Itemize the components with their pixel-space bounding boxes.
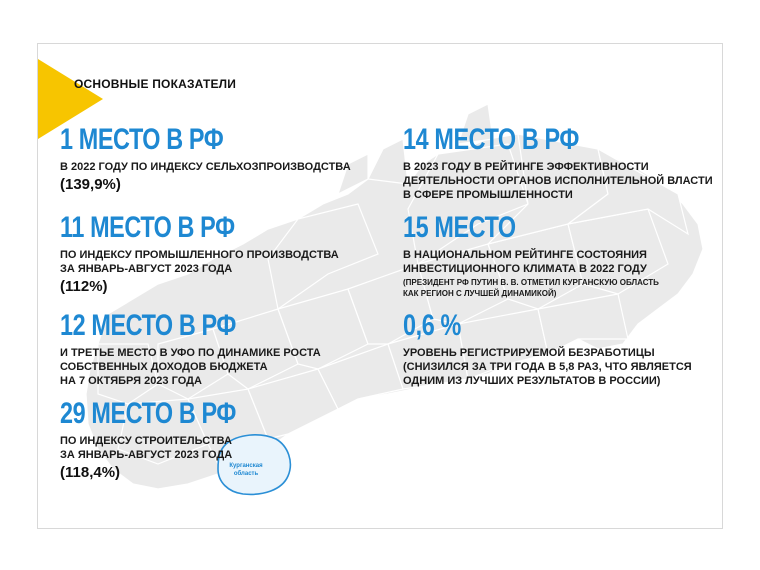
note-line: (ПРЕЗИДЕНТ РФ ПУТИН В. В. ОТМЕТИЛ КУРГАНСКУЮ ОБЛАСТЬ xyxy=(403,278,659,287)
description-line: НА 7 ОКТЯБРЯ 2023 ГОДА xyxy=(60,375,202,387)
rank-value: 11 МЕСТО В РФ xyxy=(60,211,235,244)
rank-value: 14 МЕСТО В РФ xyxy=(403,123,579,156)
description-line: (СНИЗИЛСЯ ЗА ТРИ ГОДА В 5,8 РАЗ, ЧТО ЯВЛЯЕТСЯ xyxy=(403,361,692,373)
note-line: КАК РЕГИОН С ЛУЧШЕЙ ДИНАМИКОЙ) xyxy=(403,289,557,298)
rank-note xyxy=(403,277,659,299)
indicator-percent: (118,4%) xyxy=(60,464,121,481)
indicator-budget xyxy=(60,310,321,388)
rank-value: 0,6 % xyxy=(403,309,461,342)
indicator-percent: (112%) xyxy=(60,278,108,295)
rank-value: 12 МЕСТО В РФ xyxy=(60,309,236,342)
description-line: В 2023 ГОДУ В РЕЙТИНГЕ ЭФФЕКТИВНОСТИ xyxy=(403,161,649,173)
indicator-industry xyxy=(60,212,339,296)
rank-description xyxy=(403,160,713,202)
infographic-slide xyxy=(37,43,723,529)
description-line: ЗА ЯНВАРЬ-АВГУСТ 2023 ГОДА xyxy=(60,449,233,461)
description-line: УРОВЕНЬ РЕГИСТРИРУЕМОЙ БЕЗРАБОТИЦЫ xyxy=(403,347,655,359)
indicator-investment xyxy=(403,212,659,299)
description-line: В СФЕРЕ ПРОМЫШЛЕННОСТИ xyxy=(403,189,573,201)
rank-description xyxy=(403,346,692,388)
indicator-agriculture xyxy=(60,124,351,194)
description-line: ДЕЯТЕЛЬНОСТИ ОРГАНОВ ИСПОЛНИТЕЛЬНОЙ ВЛАСТИ xyxy=(403,175,713,187)
rank-description: В 2022 ГОДУ ПО ИНДЕКСУ СЕЛЬХОЗПРОИЗВОДСТВА xyxy=(60,161,351,173)
rank-value: 15 МЕСТО xyxy=(403,211,516,244)
rank-value: 1 МЕСТО В РФ xyxy=(60,123,224,156)
description-line: ЗА ЯНВАРЬ-АВГУСТ 2023 ГОДА xyxy=(60,263,233,275)
description-line: ОДНИМ ИЗ ЛУЧШИХ РЕЗУЛЬТАТОВ В РОССИИ) xyxy=(403,375,661,387)
rank-description xyxy=(403,248,659,276)
rank-description xyxy=(60,434,286,462)
rank-description xyxy=(60,248,339,276)
indicator-efficiency xyxy=(403,124,713,202)
indicator-unemployment xyxy=(403,310,692,388)
kurgan-region-label xyxy=(218,462,274,478)
indicator-percent: (139,9%) xyxy=(60,176,121,193)
rank-value: 29 МЕСТО В РФ xyxy=(60,397,236,430)
region-label-line: область xyxy=(233,471,259,477)
region-label-line: Курганская xyxy=(229,463,263,469)
description-line: ПО ИНДЕКСУ СТРОИТЕЛЬСТВА xyxy=(60,435,232,447)
description-line: В НАЦИОНАЛЬНОМ РЕЙТИНГЕ СОСТОЯНИЯ xyxy=(403,249,647,261)
description-line: ПО ИНДЕКСУ ПРОМЫШЛЕННОГО ПРОИЗВОДСТВА xyxy=(60,249,339,261)
description-line: СОБСТВЕННЫХ ДОХОДОВ БЮДЖЕТА xyxy=(60,361,268,373)
description-line: ИНВЕСТИЦИОННОГО КЛИМАТА В 2022 ГОДУ xyxy=(403,263,647,275)
page-title: ОСНОВНЫЕ ПОКАЗАТЕЛИ xyxy=(74,77,237,91)
rank-description xyxy=(60,346,321,388)
description-line: И ТРЕТЬЕ МЕСТО В УФО ПО ДИНАМИКЕ РОСТА xyxy=(60,347,321,359)
